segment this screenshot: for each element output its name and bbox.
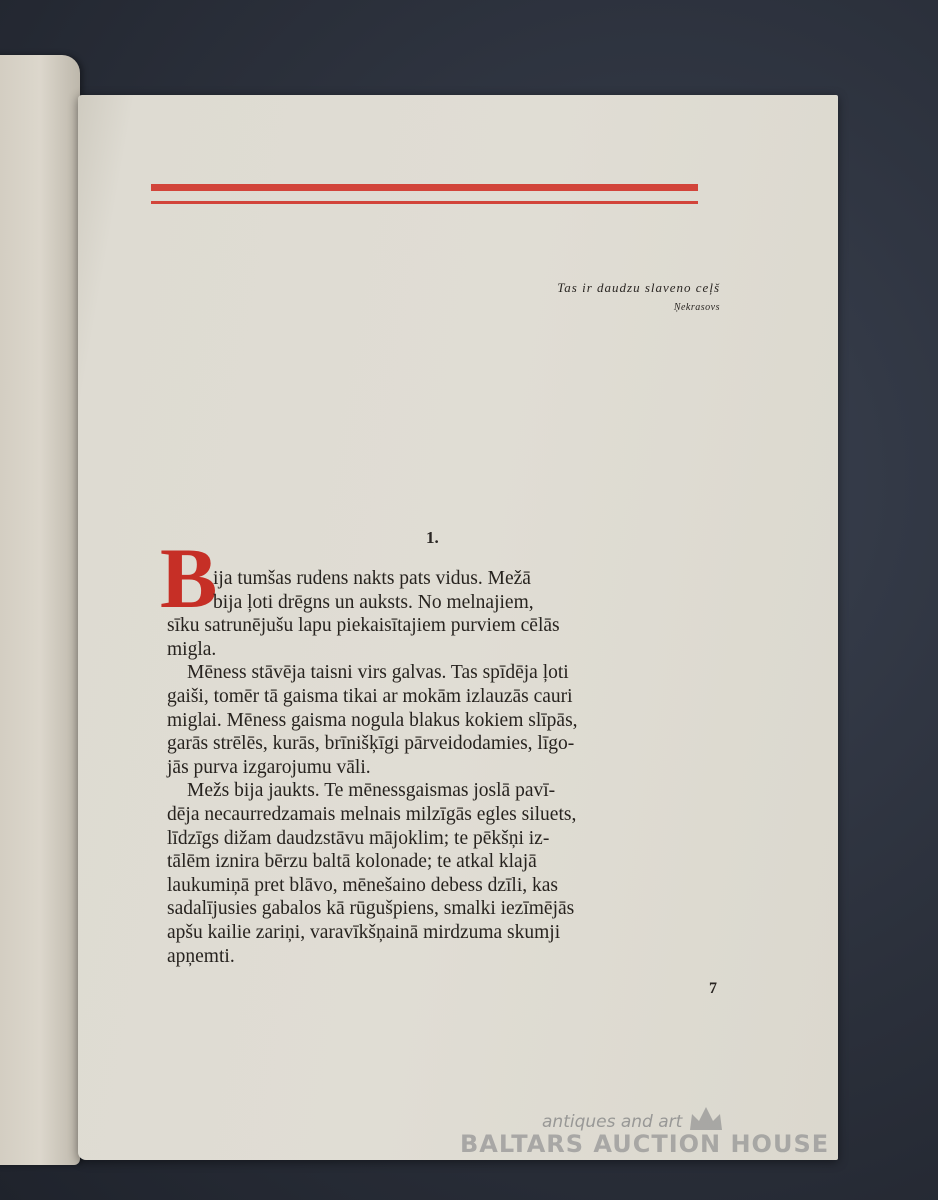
left-page-edge	[0, 55, 80, 1165]
epigraph-author: Ņekrasovs	[673, 302, 720, 313]
text-line: bija ļoti drēgns un auksts. No melnajiem,	[213, 591, 534, 613]
text-line: garās strēlēs, kurās, brīnišķīgi pārveidodamies, līgo-	[167, 733, 575, 755]
text-line: gaiši, tomēr tā gaisma tikai ar mokām izlauzās cauri	[167, 685, 573, 707]
text-line: apšu kailie zariņi, varavīkšņainā mirdzuma skumji	[167, 921, 561, 943]
text-line: Mežs bija jaukts. Te mēnessgaismas joslā pavī-	[187, 780, 556, 802]
text-line: miglai. Mēness gaisma nogula blakus kokiem slīpās,	[167, 709, 578, 731]
text-line: sadalījusies gabalos kā rūgušpiens, smalki iezīmējās	[167, 898, 575, 920]
page-number: 7	[709, 980, 717, 997]
text-line: jās purva izgarojumu vāli.	[167, 756, 371, 778]
text-line: dēja necaurredzamais melnais milzīgās egles siluets,	[167, 803, 577, 825]
watermark-tagline: antiques and art	[542, 1112, 683, 1132]
text-line: laukumiņā pret blāvo, mēnešaino debess dzīli, kas	[167, 874, 558, 896]
text-line: tālēm iznira bērzu baltā kolonade; te atkal klajā	[167, 851, 537, 873]
body-text	[167, 567, 719, 968]
chapter-number: 1.	[426, 528, 439, 547]
text-line: apņemti.	[167, 945, 235, 967]
text-line: Mēness stāvēja taisni virs galvas. Tas spīdēja ļoti	[187, 662, 569, 684]
text-line: sīku satrunējušu lapu piekaisītajiem purviem cēlās	[167, 615, 560, 637]
watermark	[460, 1110, 860, 1165]
epigraph	[557, 280, 720, 313]
drop-cap: B	[160, 530, 218, 626]
text-line: migla.	[167, 638, 217, 660]
decorative-rule-thick	[151, 184, 698, 191]
epigraph-quote: Tas ir daudzu slaveno ceļš	[557, 280, 720, 295]
decorative-rule-thin	[151, 201, 698, 204]
watermark-brand: BALTARS AUCTION HOUSE	[460, 1130, 830, 1158]
text-line: līdzīgs dižam daudzstāvu mājoklim; te pēkšņi iz-	[167, 827, 550, 849]
text-line: ija tumšas rudens nakts pats vidus. Mežā	[213, 568, 531, 589]
